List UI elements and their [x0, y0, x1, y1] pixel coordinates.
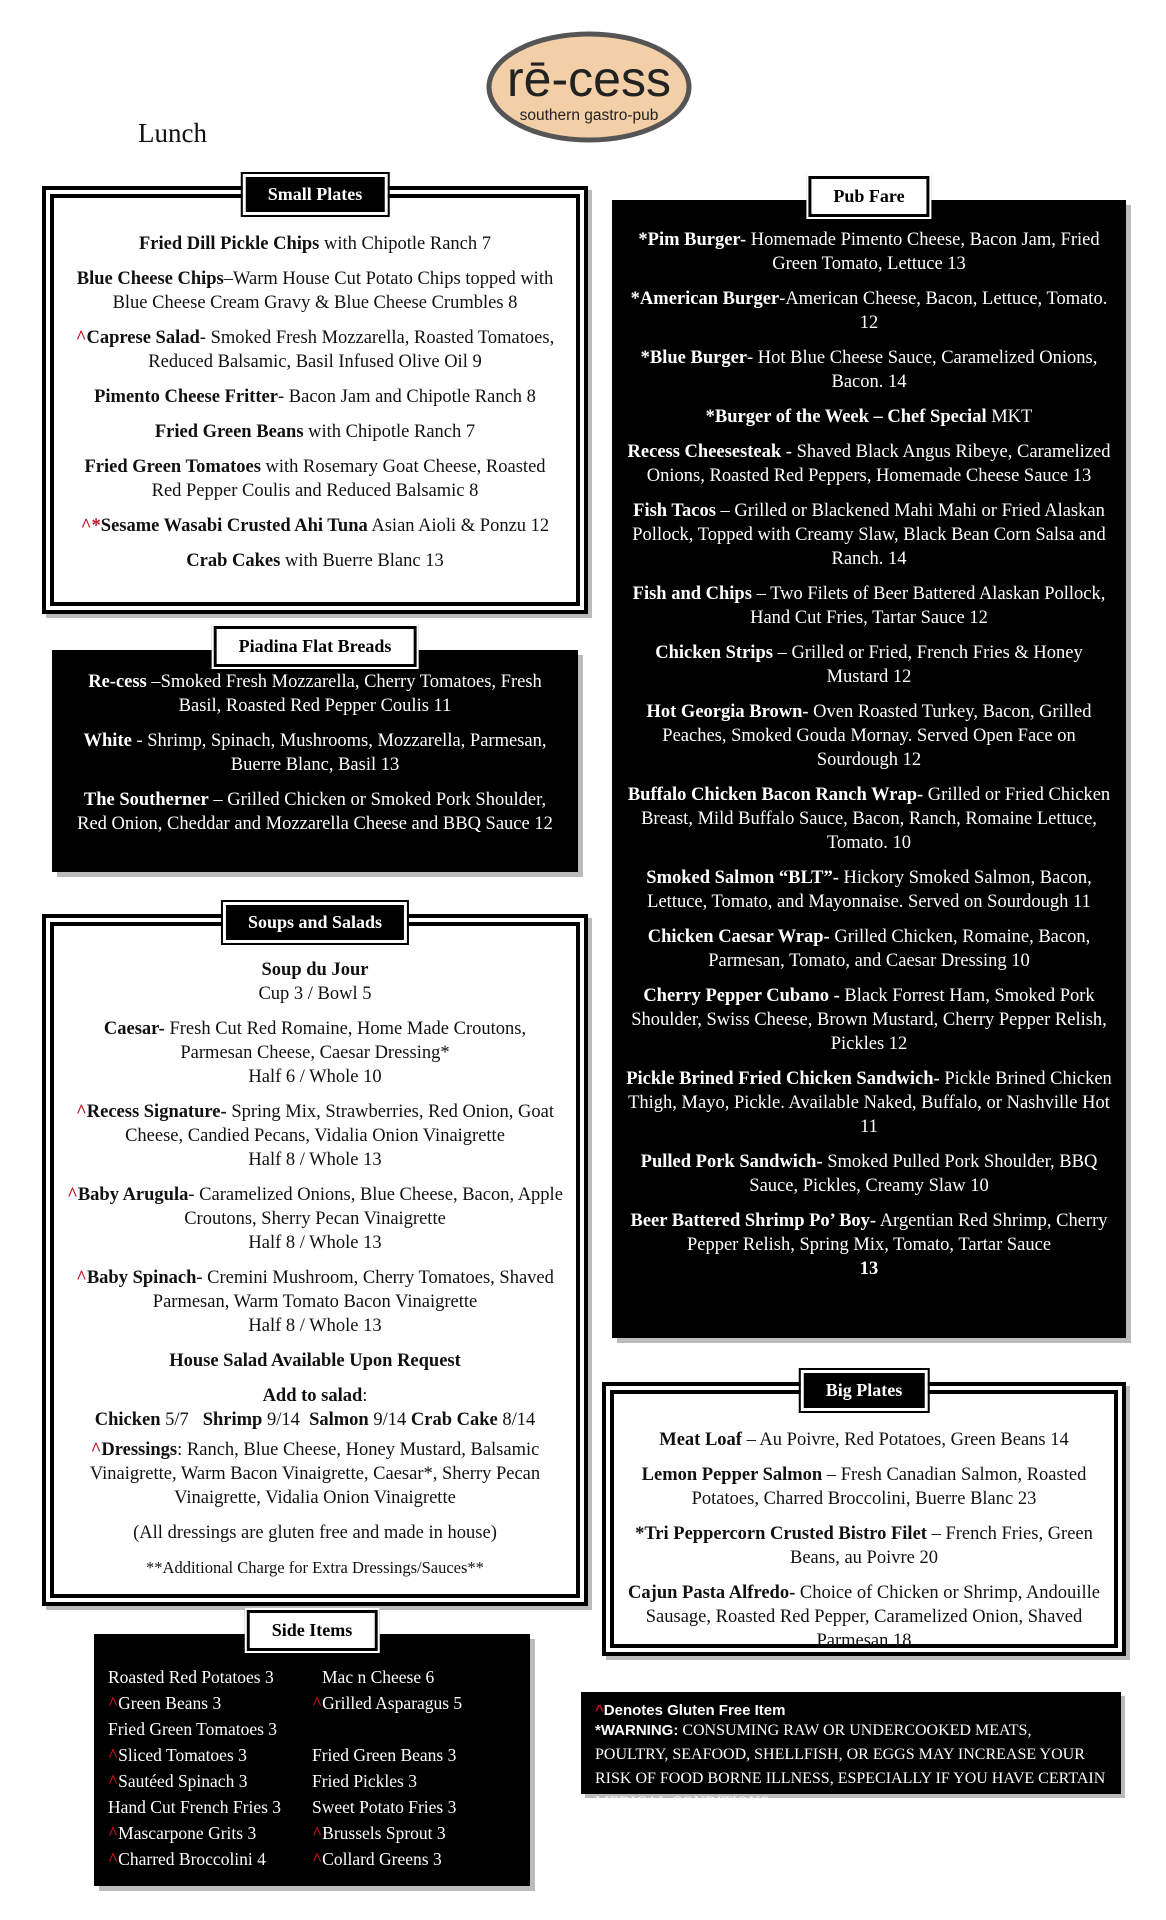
menu-item: Pulled Pork Sandwich- Smoked Pulled Pork Shoulder, BBQ Sauce, Pickles, Creamy Slaw 10: [640, 1152, 1098, 1196]
menu-item: Beer Battered Shrimp Po’ Boy- Argentian Red Shrimp, Cherry Pepper Relish, Spring Mix, Tomato, Tartar Sauce 13: [630, 1211, 1108, 1279]
pub-fare-title: Pub Fare: [808, 176, 929, 217]
dressings-gluten-note: (All dressings are gluten free and made in house): [133, 1523, 497, 1543]
menu-item: Fried Dill Pickle Chips with Chipotle Ranch 7: [139, 234, 491, 254]
side-item: Fried Pickles 3: [312, 1771, 417, 1791]
menu-item: Recess Cheesesteak - Shaved Black Angus Ribeye, Caramelized Onions, Roasted Red Peppers, Homemade Cheese Sauce 13: [627, 442, 1111, 486]
raw-food-warning: *WARNING: CONSUMING RAW OR UNDERCOOKED MEATS, POULTRY, SEAFOOD, SHELLFISH, OR EGGS MAY INCREASE YOUR RISK OF FOOD BORNE ILLNESS, ESPECIALLY IF YOU HAVE CERTAIN MEDICAL CONDITIONS.: [595, 1722, 1106, 1811]
side-item: Roasted Red Potatoes 3: [108, 1667, 274, 1687]
small-plates-list: [54, 198, 576, 573]
restaurant-logo: [484, 28, 694, 146]
menu-item: Re-cess –Smoked Fresh Mozzarella, Cherry Tomatoes, Fresh Basil, Roasted Red Pepper Coulis 11: [88, 672, 542, 716]
menu-item: Fried Green Tomatoes with Rosemary Goat Cheese, Roasted Red Pepper Coulis and Reduced Balsamic 8: [84, 457, 546, 501]
menu-item: ^*Sesame Wasabi Crusted Ahi Tuna Asian Aioli & Ponzu 12: [80, 516, 550, 536]
menu-item: Buffalo Chicken Bacon Ranch Wrap- Grilled or Fried Chicken Breast, Mild Buffalo Sauce, Bacon, Ranch, Romaine Lettuce, Tomato. 10: [627, 785, 1111, 853]
dressings: ^Dressings: Ranch, Blue Cheese, Honey Mustard, Balsamic Vinaigrette, Warm Bacon Vinaigrette, Caesar*, Sherry Pecan Vinaigrette, Vidalia Onion Vinaigrette: [89, 1440, 541, 1508]
menu-item: ^Recess Signature- Spring Mix, Strawberries, Red Onion, Goat Cheese, Candied Pecans, Vidalia Onion Vinaigrette Half 8 / Whole 13: [76, 1102, 554, 1170]
menu-item: ^Baby Spinach- Cremini Mushroom, Cherry Tomatoes, Shaved Parmesan, Warm Tomato Bacon Vinaigrette Half 8 / Whole 13: [76, 1268, 554, 1336]
side-item: ^Mascarpone Grits 3: [108, 1823, 257, 1843]
side-items-title: Side Items: [247, 1610, 378, 1651]
gluten-free-mark: ^: [76, 1102, 87, 1122]
menu-item: *Blue Burger- Hot Blue Cheese Sauce, Caramelized Onions, Bacon. 14: [640, 348, 1098, 392]
logo-tagline: southern gastro-pub: [519, 107, 659, 124]
menu-item: Fish and Chips – Two Filets of Beer Battered Alaskan Pollock, Hand Cut Fries, Tartar Sauce 12: [632, 584, 1106, 628]
menu-item: Smoked Salmon “BLT”- Hickory Smoked Salmon, Bacon, Lettuce, Tomato, and Mayonnaise. Served on Sourdough 11: [646, 868, 1092, 912]
side-item: ^Green Beans 3: [108, 1693, 222, 1713]
side-item: Mac n Cheese 6: [322, 1667, 435, 1687]
menu-item: White - Shrimp, Spinach, Mushrooms, Mozzarella, Parmesan, Buerre Blanc, Basil 13: [83, 731, 547, 775]
side-item: ^Collard Greens 3: [312, 1849, 442, 1869]
menu-item: Chicken Strips – Grilled or Fried, French Fries & Honey Mustard 12: [655, 643, 1083, 687]
salad-addons: Add to salad: Chicken 5/7 Shrimp 9/14 Salmon 9/14 Crab Cake 8/14: [94, 1386, 536, 1430]
menu-item: The Southerner – Grilled Chicken or Smoked Pork Shoulder, Red Onion, Cheddar and Mozzarella Cheese and BBQ Sauce 12: [77, 790, 553, 834]
side-item: ^Sautéed Spinach 3: [108, 1771, 248, 1791]
menu-item: Pimento Cheese Fritter- Bacon Jam and Chipotle Ranch 8: [94, 387, 536, 407]
menu-item: Fried Green Beans with Chipotle Ranch 7: [154, 422, 476, 442]
flat-breads-title: Piadina Flat Breads: [214, 626, 417, 667]
menu-item: Crab Cakes with Buerre Blanc 13: [186, 551, 444, 571]
gluten-free-mark: ^: [67, 1185, 78, 1205]
menu-item: Blue Cheese Chips–Warm House Cut Potato Chips topped with Blue Cheese Cream Gravy & Blue Cheese Crumbles 8: [76, 269, 554, 313]
menu-item: *Tri Peppercorn Crusted Bistro Filet – French Fries, Green Beans, au Poivre 20: [635, 1524, 1093, 1568]
gluten-free-mark: ^: [90, 1440, 102, 1460]
menu-item: Lemon Pepper Salmon – Fresh Canadian Salmon, Roasted Potatoes, Charred Broccolini, Buerre Blanc 23: [641, 1465, 1087, 1509]
side-item: ^Sliced Tomatoes 3: [108, 1745, 247, 1765]
menu-item: *Burger of the Week – Chef Special MKT: [705, 407, 1033, 427]
small-plates-section: [50, 184, 580, 606]
soup-of-day: Soup du Jour Cup 3 / Bowl 5: [258, 960, 372, 1004]
page-title: Lunch: [138, 118, 207, 148]
menu-item: Caesar- Fresh Cut Red Romaine, Home Made Croutons, Parmesan Cheese, Caesar Dressing* Half 6 / Whole 10: [103, 1019, 527, 1087]
soups-salads-list: [54, 926, 576, 1580]
menu-item: ^Baby Arugula- Caramelized Onions, Blue Cheese, Bacon, Apple Croutons, Sherry Pecan Vinaigrette Half 8 / Whole 13: [67, 1185, 563, 1253]
big-plates-section: [610, 1380, 1118, 1651]
menu-item: Hot Georgia Brown- Oven Roasted Turkey, Bacon, Grilled Peaches, Smoked Gouda Mornay. Served Open Face on Sourdough 12: [646, 702, 1092, 770]
menu-item: Chicken Caesar Wrap- Grilled Chicken, Romaine, Bacon, Parmesan, Tomato, and Caesar Dressing 10: [647, 927, 1091, 971]
side-item: Sweet Potato Fries 3: [312, 1797, 457, 1817]
soups-salads-section: [50, 912, 580, 1598]
menu-item: *Pim Burger- Homemade Pimento Cheese, Bacon Jam, Fried Green Tomato, Lettuce 13: [638, 230, 1100, 274]
side-item: ^Charred Broccolini 4: [108, 1849, 266, 1869]
big-plates-list: [614, 1394, 1114, 1653]
pub-fare-list: [612, 200, 1126, 1281]
side-item: ^Grilled Asparagus 5: [312, 1693, 463, 1713]
side-items-section: [94, 1620, 530, 1886]
menu-item: Cajun Pasta Alfredo- Choice of Chicken or Shrimp, Andouille Sausage, Roasted Red Pepper, Caramelized Onion, Shaved Parmesan 18: [628, 1583, 1100, 1651]
flat-breads-section: [52, 636, 578, 872]
side-item: ^Brussels Sprout 3: [312, 1823, 446, 1843]
menu-item: Pickle Brined Fried Chicken Sandwich- Pickle Brined Chicken Thigh, Mayo, Pickle. Available Naked, Buffalo, or Nashville Hot 11: [626, 1069, 1112, 1137]
menu-item: Fish Tacos – Grilled or Blackened Mahi Mahi or Fried Alaskan Pollock, Topped with Creamy Slaw, Black Bean Corn Salsa and Ranch. 14: [632, 501, 1106, 569]
gluten-free-mark: ^*: [80, 516, 101, 536]
gluten-free-legend: ^Denotes Gluten Free Item: [595, 1702, 786, 1719]
side-item: Hand Cut French Fries 3: [108, 1797, 282, 1817]
menu-item: ^Caprese Salad- Smoked Fresh Mozzarella, Roasted Tomatoes, Reduced Balsamic, Basil Infused Olive Oil 9: [75, 328, 555, 372]
flat-breads-list: [52, 650, 578, 836]
gluten-free-mark: ^: [75, 328, 87, 348]
pub-fare-section: [612, 186, 1126, 1338]
logo-name: rē-cess: [507, 51, 671, 107]
house-salad-note: House Salad Available Upon Request: [169, 1351, 461, 1371]
menu-item: *American Burger-American Cheese, Bacon, Lettuce, Tomato. 12: [630, 289, 1108, 333]
allergy-warning-notice: [581, 1692, 1121, 1811]
logo-oval: [484, 28, 694, 146]
small-plates-title: Small Plates: [243, 174, 388, 215]
menu-item: Cherry Pepper Cubano - Black Forrest Ham, Smoked Pork Shoulder, Swiss Cheese, Brown Mustard, Cherry Pepper Relish, Pickles 12: [631, 986, 1107, 1054]
soups-salads-title: Soups and Salads: [223, 902, 407, 943]
gluten-free-mark: ^: [76, 1268, 87, 1288]
big-plates-title: Big Plates: [801, 1370, 928, 1411]
menu-item: Meat Loaf – Au Poivre, Red Potatoes, Green Beans 14: [659, 1430, 1069, 1450]
side-item: Fried Green Tomatoes 3: [108, 1719, 278, 1739]
extra-charge-note: **Additional Charge for Extra Dressings/Sauces**: [146, 1558, 484, 1577]
side-item: Fried Green Beans 3: [312, 1745, 457, 1765]
